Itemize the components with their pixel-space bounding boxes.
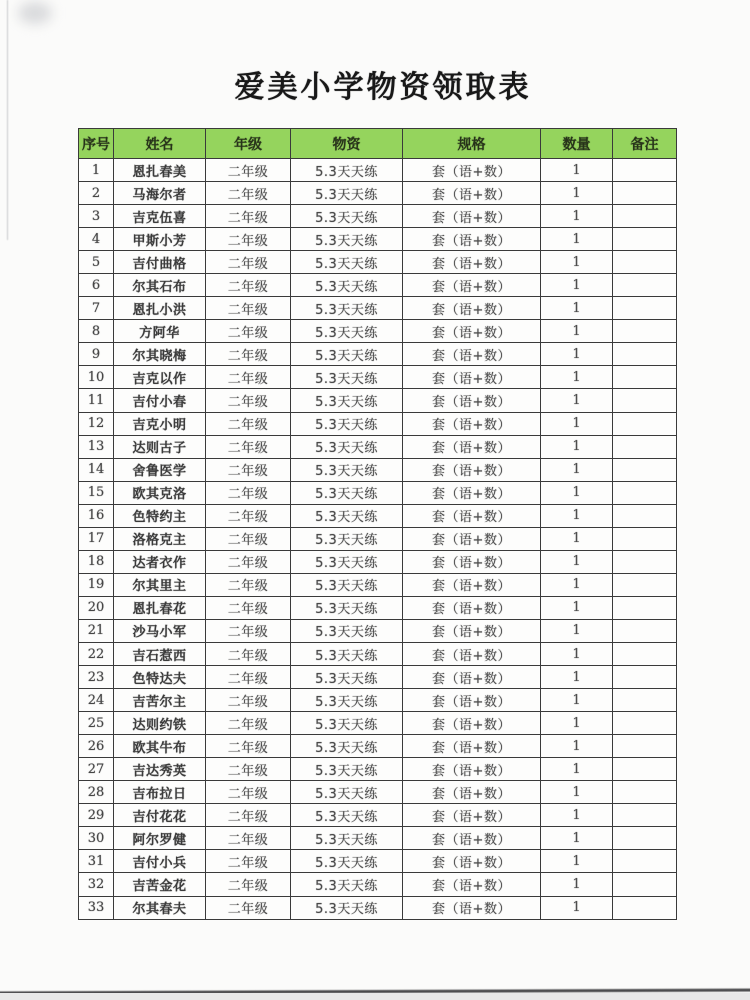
student-name-cell: 吉克伍喜 (114, 205, 206, 228)
spec-cell: 套（语+数） (403, 481, 541, 504)
supply-cell: 5.3天天练 (291, 873, 403, 896)
spec-cell: 套（语+数） (403, 366, 541, 389)
row-number-cell: 11 (79, 389, 114, 412)
supply-cell: 5.3天天练 (291, 159, 403, 182)
table-row (79, 481, 677, 504)
student-name-cell: 吉达秀英 (114, 758, 206, 781)
table-row (79, 458, 677, 481)
spec-cell: 套（语+数） (403, 804, 541, 827)
quantity-cell: 1 (541, 527, 613, 550)
supply-cell: 5.3天天练 (291, 896, 403, 919)
spec-cell: 套（语+数） (403, 159, 541, 182)
row-number-cell: 22 (79, 642, 114, 665)
row-number-cell: 4 (79, 228, 114, 251)
spec-cell: 套（语+数） (403, 758, 541, 781)
grade-cell: 二年级 (206, 827, 291, 850)
row-number-cell: 13 (79, 435, 114, 458)
grade-cell: 二年级 (206, 850, 291, 873)
grade-cell: 二年级 (206, 689, 291, 712)
remark-cell (613, 366, 677, 389)
spec-cell: 套（语+数） (403, 228, 541, 251)
student-name-cell: 恩扎小洪 (114, 297, 206, 320)
grade-cell: 二年级 (206, 389, 291, 412)
row-number-cell: 24 (79, 689, 114, 712)
table-row (79, 297, 677, 320)
grade-cell: 二年级 (206, 205, 291, 228)
spec-cell: 套（语+数） (403, 435, 541, 458)
spec-cell: 套（语+数） (403, 781, 541, 804)
remark-cell (613, 504, 677, 527)
quantity-cell: 1 (541, 781, 613, 804)
supply-cell: 5.3天天练 (291, 228, 403, 251)
supply-cell: 5.3天天练 (291, 389, 403, 412)
supply-cell: 5.3天天练 (291, 735, 403, 758)
spec-cell: 套（语+数） (403, 504, 541, 527)
grade-cell: 二年级 (206, 228, 291, 251)
remark-cell (613, 758, 677, 781)
table-row (79, 873, 677, 896)
remark-cell (613, 205, 677, 228)
remark-cell (613, 320, 677, 343)
remark-cell (613, 573, 677, 596)
quantity-cell: 1 (541, 666, 613, 689)
spec-cell: 套（语+数） (403, 550, 541, 573)
supply-cell: 5.3天天练 (291, 619, 403, 642)
quantity-cell: 1 (541, 366, 613, 389)
grade-cell: 二年级 (206, 758, 291, 781)
student-name-cell: 吉付曲格 (114, 251, 206, 274)
supplies-table (78, 128, 677, 920)
supply-cell: 5.3天天练 (291, 689, 403, 712)
supply-cell: 5.3天天练 (291, 527, 403, 550)
spec-cell: 套（语+数） (403, 573, 541, 596)
supply-cell: 5.3天天练 (291, 596, 403, 619)
grade-cell: 二年级 (206, 666, 291, 689)
table-row (79, 205, 677, 228)
student-name-cell: 恩扎春花 (114, 596, 206, 619)
student-name-cell: 欧其牛布 (114, 735, 206, 758)
scan-artifact-corner (18, 2, 52, 24)
student-name-cell: 吉付花花 (114, 804, 206, 827)
row-number-cell: 32 (79, 873, 114, 896)
quantity-cell: 1 (541, 297, 613, 320)
remark-cell (613, 781, 677, 804)
row-number-cell: 16 (79, 504, 114, 527)
table-row (79, 712, 677, 735)
spec-cell: 套（语+数） (403, 343, 541, 366)
supply-cell: 5.3天天练 (291, 320, 403, 343)
supply-cell: 5.3天天练 (291, 251, 403, 274)
student-name-cell: 恩扎春美 (114, 159, 206, 182)
grade-cell: 二年级 (206, 642, 291, 665)
supply-cell: 5.3天天练 (291, 343, 403, 366)
student-name-cell: 甲斯小芳 (114, 228, 206, 251)
table-row (79, 550, 677, 573)
row-number-cell: 29 (79, 804, 114, 827)
student-name-cell: 达则约铁 (114, 712, 206, 735)
grade-cell: 二年级 (206, 550, 291, 573)
spec-cell: 套（语+数） (403, 458, 541, 481)
student-name-cell: 尔其晓梅 (114, 343, 206, 366)
student-name-cell: 吉付小兵 (114, 850, 206, 873)
row-number-cell: 9 (79, 343, 114, 366)
remark-cell (613, 596, 677, 619)
column-header-name: 姓名 (114, 129, 206, 159)
row-number-cell: 6 (79, 274, 114, 297)
grade-cell: 二年级 (206, 343, 291, 366)
table-row (79, 343, 677, 366)
supply-cell: 5.3天天练 (291, 182, 403, 205)
quantity-cell: 1 (541, 251, 613, 274)
supply-cell: 5.3天天练 (291, 205, 403, 228)
table-row (79, 619, 677, 642)
remark-cell (613, 412, 677, 435)
row-number-cell: 17 (79, 527, 114, 550)
supply-cell: 5.3天天练 (291, 642, 403, 665)
supply-cell: 5.3天天练 (291, 504, 403, 527)
remark-cell (613, 550, 677, 573)
grade-cell: 二年级 (206, 873, 291, 896)
supply-cell: 5.3天天练 (291, 458, 403, 481)
student-name-cell: 尔其里主 (114, 573, 206, 596)
quantity-cell: 1 (541, 758, 613, 781)
row-number-cell: 25 (79, 712, 114, 735)
supply-cell: 5.3天天练 (291, 850, 403, 873)
remark-cell (613, 735, 677, 758)
grade-cell: 二年级 (206, 712, 291, 735)
spec-cell: 套（语+数） (403, 527, 541, 550)
remark-cell (613, 251, 677, 274)
grade-cell: 二年级 (206, 159, 291, 182)
table-row (79, 666, 677, 689)
row-number-cell: 15 (79, 481, 114, 504)
remark-cell (613, 850, 677, 873)
grade-cell: 二年级 (206, 619, 291, 642)
student-name-cell: 舍鲁医学 (114, 458, 206, 481)
quantity-cell: 1 (541, 573, 613, 596)
supply-cell: 5.3天天练 (291, 297, 403, 320)
quantity-cell: 1 (541, 504, 613, 527)
row-number-cell: 27 (79, 758, 114, 781)
spec-cell: 套（语+数） (403, 896, 541, 919)
spec-cell: 套（语+数） (403, 735, 541, 758)
student-name-cell: 吉布拉日 (114, 781, 206, 804)
table-row (79, 735, 677, 758)
spec-cell: 套（语+数） (403, 712, 541, 735)
row-number-cell: 1 (79, 159, 114, 182)
grade-cell: 二年级 (206, 781, 291, 804)
student-name-cell: 尔其春夫 (114, 896, 206, 919)
table-row (79, 435, 677, 458)
scan-artifact-left-edge (7, 0, 8, 240)
table-row (79, 896, 677, 919)
quantity-cell: 1 (541, 228, 613, 251)
supply-cell: 5.3天天练 (291, 712, 403, 735)
remark-cell (613, 274, 677, 297)
spec-cell: 套（语+数） (403, 596, 541, 619)
student-name-cell: 阿尔罗健 (114, 827, 206, 850)
row-number-cell: 8 (79, 320, 114, 343)
remark-cell (613, 619, 677, 642)
supply-cell: 5.3天天练 (291, 666, 403, 689)
row-number-cell: 14 (79, 458, 114, 481)
spec-cell: 套（语+数） (403, 827, 541, 850)
student-name-cell: 吉苦尔主 (114, 689, 206, 712)
grade-cell: 二年级 (206, 366, 291, 389)
student-name-cell: 吉石惹西 (114, 642, 206, 665)
remark-cell (613, 642, 677, 665)
row-number-cell: 21 (79, 619, 114, 642)
remark-cell (613, 389, 677, 412)
quantity-cell: 1 (541, 412, 613, 435)
table-row (79, 527, 677, 550)
remark-cell (613, 182, 677, 205)
grade-cell: 二年级 (206, 481, 291, 504)
quantity-cell: 1 (541, 689, 613, 712)
row-number-cell: 2 (79, 182, 114, 205)
remark-cell (613, 804, 677, 827)
spec-cell: 套（语+数） (403, 850, 541, 873)
table-row (79, 274, 677, 297)
table-row (79, 758, 677, 781)
quantity-cell: 1 (541, 873, 613, 896)
quantity-cell: 1 (541, 159, 613, 182)
remark-cell (613, 435, 677, 458)
student-name-cell: 沙马小军 (114, 619, 206, 642)
supply-cell: 5.3天天练 (291, 366, 403, 389)
row-number-cell: 23 (79, 666, 114, 689)
table-row (79, 366, 677, 389)
table-row (79, 804, 677, 827)
grade-cell: 二年级 (206, 896, 291, 919)
table-row (79, 412, 677, 435)
row-number-cell: 12 (79, 412, 114, 435)
row-number-cell: 10 (79, 366, 114, 389)
table-row (79, 642, 677, 665)
grade-cell: 二年级 (206, 527, 291, 550)
table-row (79, 689, 677, 712)
quantity-cell: 1 (541, 320, 613, 343)
table-row (79, 573, 677, 596)
spec-cell: 套（语+数） (403, 182, 541, 205)
row-number-cell: 19 (79, 573, 114, 596)
spec-cell: 套（语+数） (403, 689, 541, 712)
scan-artifact-page-edge-fade (0, 993, 750, 1000)
remark-cell (613, 159, 677, 182)
quantity-cell: 1 (541, 435, 613, 458)
supply-cell: 5.3天天练 (291, 550, 403, 573)
spec-cell: 套（语+数） (403, 274, 541, 297)
student-name-cell: 欧其克洛 (114, 481, 206, 504)
table-row (79, 251, 677, 274)
quantity-cell: 1 (541, 642, 613, 665)
table-header-row (79, 129, 677, 159)
row-number-cell: 3 (79, 205, 114, 228)
remark-cell (613, 666, 677, 689)
quantity-cell: 1 (541, 458, 613, 481)
table-body (79, 159, 677, 920)
quantity-cell: 1 (541, 596, 613, 619)
table-row (79, 827, 677, 850)
table-row (79, 159, 677, 182)
grade-cell: 二年级 (206, 504, 291, 527)
grade-cell: 二年级 (206, 297, 291, 320)
supply-cell: 5.3天天练 (291, 758, 403, 781)
table-row (79, 389, 677, 412)
spec-cell: 套（语+数） (403, 873, 541, 896)
quantity-cell: 1 (541, 804, 613, 827)
column-header-grade: 年级 (206, 129, 291, 159)
student-name-cell: 色特达夫 (114, 666, 206, 689)
grade-cell: 二年级 (206, 274, 291, 297)
grade-cell: 二年级 (206, 735, 291, 758)
remark-cell (613, 827, 677, 850)
quantity-cell: 1 (541, 481, 613, 504)
spec-cell: 套（语+数） (403, 619, 541, 642)
remark-cell (613, 896, 677, 919)
row-number-cell: 26 (79, 735, 114, 758)
row-number-cell: 5 (79, 251, 114, 274)
spec-cell: 套（语+数） (403, 297, 541, 320)
grade-cell: 二年级 (206, 251, 291, 274)
table-row (79, 228, 677, 251)
student-name-cell: 达者衣作 (114, 550, 206, 573)
grade-cell: 二年级 (206, 320, 291, 343)
quantity-cell: 1 (541, 205, 613, 228)
remark-cell (613, 712, 677, 735)
remark-cell (613, 297, 677, 320)
remark-cell (613, 228, 677, 251)
row-number-cell: 30 (79, 827, 114, 850)
quantity-cell: 1 (541, 343, 613, 366)
quantity-cell: 1 (541, 619, 613, 642)
remark-cell (613, 343, 677, 366)
grade-cell: 二年级 (206, 573, 291, 596)
supply-cell: 5.3天天练 (291, 827, 403, 850)
student-name-cell: 吉苦金花 (114, 873, 206, 896)
column-header-number: 序号 (79, 129, 114, 159)
remark-cell (613, 458, 677, 481)
remark-cell (613, 481, 677, 504)
supply-cell: 5.3天天练 (291, 435, 403, 458)
spec-cell: 套（语+数） (403, 251, 541, 274)
grade-cell: 二年级 (206, 596, 291, 619)
quantity-cell: 1 (541, 550, 613, 573)
table-row (79, 781, 677, 804)
supply-cell: 5.3天天练 (291, 412, 403, 435)
remark-cell (613, 873, 677, 896)
spec-cell: 套（语+数） (403, 320, 541, 343)
quantity-cell: 1 (541, 389, 613, 412)
spec-cell: 套（语+数） (403, 412, 541, 435)
column-header-remark: 备注 (613, 129, 677, 159)
supply-cell: 5.3天天练 (291, 573, 403, 596)
row-number-cell: 20 (79, 596, 114, 619)
student-name-cell: 色特约主 (114, 504, 206, 527)
student-name-cell: 达则古子 (114, 435, 206, 458)
spec-cell: 套（语+数） (403, 666, 541, 689)
student-name-cell: 吉付小春 (114, 389, 206, 412)
quantity-cell: 1 (541, 735, 613, 758)
table-row (79, 596, 677, 619)
student-name-cell: 马海尔者 (114, 182, 206, 205)
student-name-cell: 吉克以作 (114, 366, 206, 389)
quantity-cell: 1 (541, 850, 613, 873)
supply-cell: 5.3天天练 (291, 481, 403, 504)
grade-cell: 二年级 (206, 458, 291, 481)
quantity-cell: 1 (541, 896, 613, 919)
quantity-cell: 1 (541, 827, 613, 850)
remark-cell (613, 527, 677, 550)
row-number-cell: 33 (79, 896, 114, 919)
quantity-cell: 1 (541, 712, 613, 735)
column-header-spec: 规格 (403, 129, 541, 159)
spec-cell: 套（语+数） (403, 389, 541, 412)
row-number-cell: 28 (79, 781, 114, 804)
student-name-cell: 吉克小明 (114, 412, 206, 435)
spec-cell: 套（语+数） (403, 205, 541, 228)
supply-cell: 5.3天天练 (291, 804, 403, 827)
table-row (79, 504, 677, 527)
grade-cell: 二年级 (206, 435, 291, 458)
quantity-cell: 1 (541, 182, 613, 205)
row-number-cell: 31 (79, 850, 114, 873)
table-row (79, 850, 677, 873)
spec-cell: 套（语+数） (403, 642, 541, 665)
page-title: 爱美小学物资领取表 (234, 70, 532, 105)
supply-cell: 5.3天天练 (291, 274, 403, 297)
row-number-cell: 18 (79, 550, 114, 573)
remark-cell (613, 689, 677, 712)
table-row (79, 320, 677, 343)
quantity-cell: 1 (541, 274, 613, 297)
grade-cell: 二年级 (206, 182, 291, 205)
student-name-cell: 尔其石布 (114, 274, 206, 297)
student-name-cell: 方阿华 (114, 320, 206, 343)
grade-cell: 二年级 (206, 804, 291, 827)
column-header-supply: 物资 (291, 129, 403, 159)
student-name-cell: 洛格克主 (114, 527, 206, 550)
column-header-quantity: 数量 (541, 129, 613, 159)
table-row (79, 182, 677, 205)
table-header (79, 129, 677, 159)
grade-cell: 二年级 (206, 412, 291, 435)
supply-cell: 5.3天天练 (291, 781, 403, 804)
row-number-cell: 7 (79, 297, 114, 320)
